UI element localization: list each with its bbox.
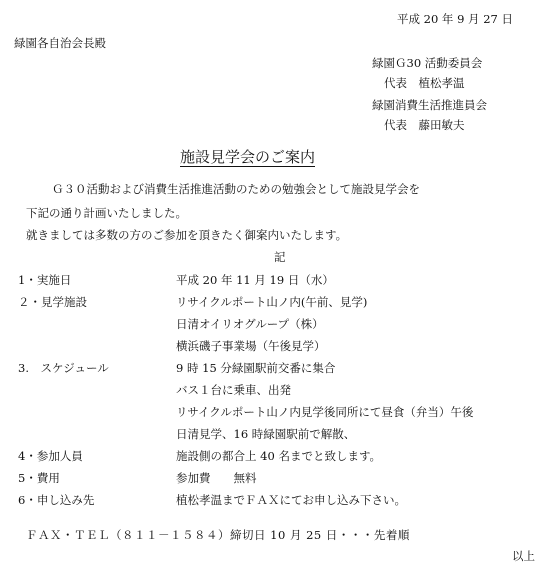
- item-label-participants: 4・参加人員: [18, 449, 83, 463]
- body-paragraph-line-2: 下記の通り計画いたしました。: [26, 206, 187, 220]
- closing-mark: 以上: [512, 549, 535, 563]
- item-label-application: 6・申し込み先: [18, 493, 95, 507]
- ki-marker: 記: [274, 250, 286, 264]
- body-paragraph-line-3: 就きましては多数の方のご参加を頂きたく御案内いたします。: [26, 228, 348, 242]
- item-value-schedule-4: 日清見学、16 時緑園駅前で解散、: [176, 427, 356, 441]
- item-label-fee: 5・費用: [18, 471, 60, 485]
- document-date: 平成 20 年 9 月 27 日: [396, 12, 513, 26]
- item-value-facility-2: 日清オイリオグループ（株）: [176, 317, 324, 331]
- item-value-schedule-3: リサイクルポート山ノ内見学後同所にて昼食（弁当）午後: [176, 405, 474, 419]
- recipient-line: 緑園各自治会長殿: [14, 36, 106, 50]
- item-value-fee: 参加費 無料: [176, 471, 257, 485]
- sender-org-2: 緑園消費生活推進員会: [372, 98, 487, 112]
- sender-rep-2: 代表 藤田敏夫: [384, 118, 465, 132]
- item-value-participants: 施設側の都合上 40 名までと致します。: [176, 449, 382, 463]
- fax-tel-line: ＦＡＸ・ＴＥＬ（８１１－１５８４）締切日 10 月 25 日・・・先着順: [26, 528, 410, 542]
- item-label-schedule-date: 1・実施日: [18, 273, 72, 287]
- item-value-facility-3: 横浜磯子事業場（午後見学）: [176, 339, 326, 353]
- item-value-schedule-1: 9 時 15 分緑園駅前交番に集合: [176, 361, 336, 375]
- body-paragraph-line-1: Ｇ３０活動および消費生活推進活動のための勉強会として施設見学会を: [52, 182, 420, 196]
- document-title: 施設見学会のご案内: [180, 148, 316, 166]
- sender-rep-1: 代表 植松孝温: [384, 76, 465, 90]
- item-value-schedule-date: 平成 20 年 11 月 19 日（水）: [176, 273, 334, 287]
- item-label-facilities: ２・見学施設: [18, 295, 87, 309]
- item-label-schedule: 3. スケジュール: [18, 361, 109, 375]
- item-value-facility-1: リサイクルポート山ノ内(午前、見学): [176, 295, 368, 309]
- sender-org-1: 緑園Ｇ30 活動委員会: [372, 56, 483, 70]
- item-value-schedule-2: バス１台に乗車、出発: [176, 383, 291, 397]
- item-value-application: 植松孝温までＦＡＸにてお申し込み下さい。: [176, 493, 406, 507]
